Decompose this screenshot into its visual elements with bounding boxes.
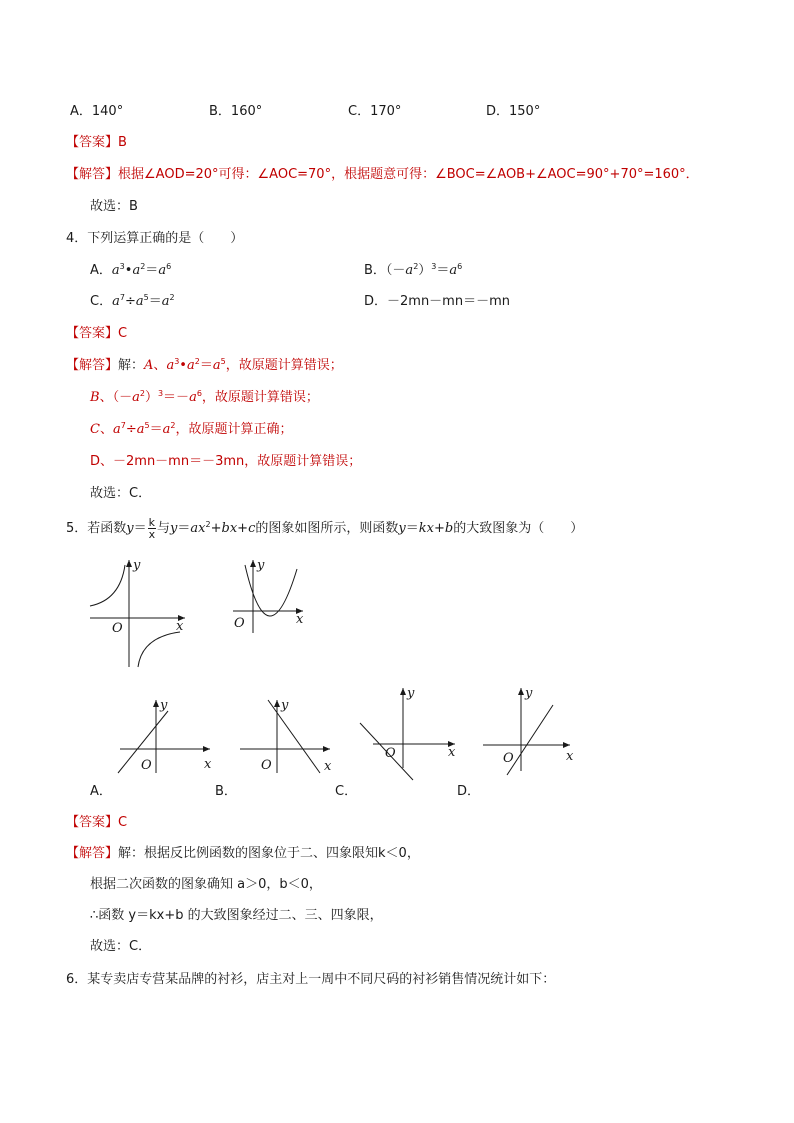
svg-text:x: x: [296, 612, 304, 627]
svg-text:x: x: [204, 757, 212, 772]
q4-answer: 【答案】C: [66, 326, 128, 341]
svg-text:x: x: [566, 749, 574, 764]
svg-text:x: x: [324, 759, 332, 774]
origin-label: O: [112, 621, 123, 636]
parabola-graph: [225, 555, 325, 645]
q5-solution-line3: ∴函数 y＝kx+b 的大致图象经过二、三、四象限，: [90, 908, 383, 923]
q3-conclusion: 故选：B: [90, 199, 138, 214]
svg-text:O: O: [385, 746, 396, 761]
q4-solution-a: 【解答】解：A、$a^3•a^2=a^5$，故原题计算错误；: [66, 357, 343, 373]
q4-solution-c: C、$a^7\div a^5=a^2$，故原题计算正确；: [90, 421, 293, 437]
q4-stem: 4．下列运算正确的是（ ）: [66, 231, 244, 246]
q3-option-d: D．150°: [486, 104, 541, 119]
q4-option-d: D．－2mn－mn＝－mn: [364, 294, 510, 309]
q4-option-c: C．$a^7\div a^5=a^2$: [90, 293, 175, 309]
q3-option-b: B．160°: [209, 104, 263, 119]
svg-text:y: y: [257, 558, 265, 573]
solution-text: 根据∠AOD=20°可得：∠AOC=70°，根据题意可得：∠BOC=∠AOB+∠AOC=90°+70°=160°．: [118, 167, 699, 182]
q4-option-b: B．$(-a^2)^3=a^6$: [364, 262, 463, 278]
q5-stem: 5．若函数y＝ $\frac{k}{x}$ 与$y=ax^2+bx+c$的图象如图所示，则函数y＝kx+b的大致图象为（ ）: [66, 516, 584, 541]
choice-c-graph: [355, 683, 465, 783]
hyperbola-graph: [80, 555, 200, 670]
svg-text:O: O: [503, 751, 514, 766]
q5-conclusion: 故选：C．: [90, 939, 152, 954]
y-axis-label: y: [133, 558, 141, 573]
svg-text:x: x: [448, 745, 456, 760]
choice-d-label: D．: [457, 784, 481, 799]
svg-text:y: y: [407, 686, 415, 701]
choice-d-graph: [475, 683, 585, 778]
q6-stem: 6．某专卖店专营某品牌的衬衫，店主对上一周中不同尺码的衬衫销售情况统计如下：: [66, 972, 556, 987]
q3-option-c: C．170°: [348, 104, 402, 119]
answer-value: B: [118, 135, 127, 150]
svg-text:y: y: [281, 698, 289, 713]
choice-b-graph: [235, 695, 345, 780]
svg-text:O: O: [261, 758, 272, 773]
q3-solution: [66, 167, 699, 183]
choice-b-label: B．: [215, 784, 237, 799]
choice-a-graph: [110, 695, 220, 775]
q4-option-a: A．$a^3•a^2=a^6$: [90, 262, 172, 278]
q5-solution-line2: 根据二次函数的图象确知 a＞0，b＜0，: [90, 877, 322, 892]
q4-solution-b: B、$(-a^2)^3=-a^6$，故原题计算错误；: [90, 389, 319, 405]
q4-conclusion: 故选：C．: [90, 486, 152, 501]
fraction-k-over-x: $\frac{k}{x}$: [148, 516, 156, 541]
q3-option-a: A．140°: [70, 104, 124, 119]
q5-solution-line1: 【解答】解：根据反比例函数的图象位于二、四象限知k＜0，: [66, 846, 420, 861]
q3-answer: [66, 135, 127, 151]
q5-answer: 【答案】C: [66, 815, 128, 830]
svg-text:y: y: [525, 686, 533, 701]
q4-solution-d: D、－2mn－mn＝－3mn，故原题计算错误；: [90, 454, 362, 469]
answer-tag: 【答案】: [66, 135, 119, 150]
choice-a-label: A．: [90, 784, 112, 799]
svg-text:y: y: [160, 698, 168, 713]
svg-text:O: O: [234, 616, 245, 631]
x-axis-label: x: [176, 619, 184, 634]
choice-c-label: C．: [335, 784, 358, 799]
svg-text:O: O: [141, 758, 152, 773]
solution-tag: 【解答】: [66, 167, 119, 182]
